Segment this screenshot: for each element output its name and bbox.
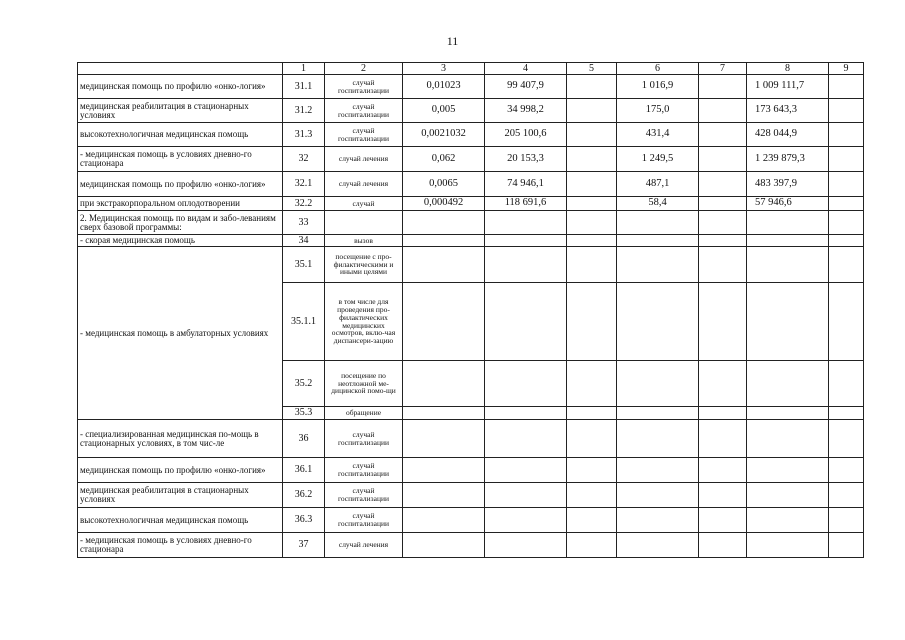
row-name: медицинская помощь по профилю «онко-логия» — [78, 75, 283, 99]
cell-col6 — [617, 483, 699, 508]
cell-col9 — [829, 123, 864, 147]
cell-col8 — [747, 283, 829, 361]
cell-col5 — [567, 235, 617, 247]
cell-col3 — [403, 533, 485, 558]
cell-col6: 1 016,9 — [617, 75, 699, 99]
cell-col9 — [829, 483, 864, 508]
row-unit: случай госпитализации — [325, 420, 403, 458]
cell-col3 — [403, 407, 485, 420]
cell-col9 — [829, 361, 864, 407]
row-unit: обращение — [325, 407, 403, 420]
header-cell: 1 — [283, 63, 325, 75]
row-name: - медицинская помощь в амбулаторных условиях — [78, 247, 283, 420]
cell-col5 — [567, 283, 617, 361]
cell-col8 — [747, 211, 829, 235]
cell-col7 — [699, 172, 747, 197]
table-row — [78, 420, 864, 458]
row-unit: в том числе для проведения про-филактических медицинских осмотров, вклю-чая диспансери-зацию — [325, 283, 403, 361]
row-name: при экстракорпоральном оплодотворении — [78, 197, 283, 211]
cell-col7 — [699, 407, 747, 420]
cell-col3 — [403, 211, 485, 235]
cell-col6: 431,4 — [617, 123, 699, 147]
row-unit: посещение с про-филактическими и иными целями — [325, 247, 403, 283]
row-name: медицинская помощь по профилю «онко-логия» — [78, 458, 283, 483]
row-number: 31.2 — [283, 99, 325, 123]
row-unit: случай госпитализации — [325, 483, 403, 508]
cell-col7 — [699, 99, 747, 123]
cell-col3 — [403, 247, 485, 283]
cell-col3: 0,062 — [403, 147, 485, 172]
cell-col7 — [699, 75, 747, 99]
cell-col6 — [617, 283, 699, 361]
header-cell: 2 — [325, 63, 403, 75]
cell-col3 — [403, 508, 485, 533]
cell-col3 — [403, 361, 485, 407]
cell-col8 — [747, 508, 829, 533]
cell-col4: 99 407,9 — [485, 75, 567, 99]
header-cell: 5 — [567, 63, 617, 75]
cell-col5 — [567, 147, 617, 172]
cell-col8 — [747, 235, 829, 247]
cell-col7 — [699, 420, 747, 458]
table-row — [78, 533, 864, 558]
row-unit: посещение по неотложной ме-дицинской помо-щи — [325, 361, 403, 407]
cell-col8: 57 946,6 — [747, 197, 829, 211]
cell-col6: 175,0 — [617, 99, 699, 123]
row-unit: случай госпитализации — [325, 508, 403, 533]
cell-col8: 483 397,9 — [747, 172, 829, 197]
row-number: 36.3 — [283, 508, 325, 533]
header-cell: 3 — [403, 63, 485, 75]
cell-col4 — [485, 483, 567, 508]
cell-col3: 0,0065 — [403, 172, 485, 197]
row-number: 35.1 — [283, 247, 325, 283]
cell-col8 — [747, 420, 829, 458]
row-number: 34 — [283, 235, 325, 247]
cell-col9 — [829, 420, 864, 458]
row-unit: случай госпитализации — [325, 123, 403, 147]
cell-col6 — [617, 361, 699, 407]
row-unit: случай — [325, 197, 403, 211]
cell-col4 — [485, 508, 567, 533]
cell-col8: 173 643,3 — [747, 99, 829, 123]
cell-col6: 487,1 — [617, 172, 699, 197]
row-name: медицинская реабилитация в стационарных условиях — [78, 99, 283, 123]
cell-col7 — [699, 247, 747, 283]
header-cell: 9 — [829, 63, 864, 75]
cell-col7 — [699, 123, 747, 147]
cell-col8 — [747, 361, 829, 407]
cell-col7 — [699, 147, 747, 172]
cell-col9 — [829, 407, 864, 420]
cell-col6 — [617, 533, 699, 558]
cell-col9 — [829, 172, 864, 197]
cell-col8 — [747, 458, 829, 483]
row-number: 37 — [283, 533, 325, 558]
cell-col7 — [699, 458, 747, 483]
row-unit: вызов — [325, 235, 403, 247]
table-row — [78, 247, 864, 283]
cell-col4 — [485, 247, 567, 283]
cell-col4 — [485, 283, 567, 361]
row-name: 2. Медицинская помощь по видам и забо-леваниям сверх базовой программы: — [78, 211, 283, 235]
cell-col4 — [485, 533, 567, 558]
row-number: 33 — [283, 211, 325, 235]
cell-col3: 0,0021032 — [403, 123, 485, 147]
cell-col6 — [617, 407, 699, 420]
row-number: 36.2 — [283, 483, 325, 508]
row-unit: случай госпитализации — [325, 99, 403, 123]
row-name: - медицинская помощь в условиях дневно-го стационара — [78, 533, 283, 558]
row-number: 36 — [283, 420, 325, 458]
row-unit: случай госпитализации — [325, 458, 403, 483]
cell-col8 — [747, 483, 829, 508]
cell-col3 — [403, 458, 485, 483]
cell-col5 — [567, 420, 617, 458]
header-cell: 7 — [699, 63, 747, 75]
cell-col9 — [829, 247, 864, 283]
header-cell: 8 — [747, 63, 829, 75]
row-unit: случай лечения — [325, 147, 403, 172]
table-row — [78, 235, 864, 247]
cell-col7 — [699, 197, 747, 211]
cell-col8: 428 044,9 — [747, 123, 829, 147]
cell-col9 — [829, 283, 864, 361]
row-number: 32.2 — [283, 197, 325, 211]
cell-col4: 34 998,2 — [485, 99, 567, 123]
table-row — [78, 172, 864, 197]
cell-col5 — [567, 483, 617, 508]
cell-col8 — [747, 407, 829, 420]
table-row — [78, 75, 864, 99]
table-row — [78, 147, 864, 172]
cell-col3 — [403, 483, 485, 508]
cell-col7 — [699, 283, 747, 361]
row-number: 35.1.1 — [283, 283, 325, 361]
column-number-row — [78, 63, 864, 75]
cell-col4: 118 691,6 — [485, 197, 567, 211]
cell-col5 — [567, 211, 617, 235]
cell-col5 — [567, 407, 617, 420]
row-unit: случай лечения — [325, 533, 403, 558]
cell-col8 — [747, 247, 829, 283]
header-blank-cell — [78, 63, 283, 75]
row-number: 31.1 — [283, 75, 325, 99]
cell-col3: 0,000492 — [403, 197, 485, 211]
cell-col8: 1 009 111,7 — [747, 75, 829, 99]
cell-col9 — [829, 99, 864, 123]
cell-col7 — [699, 483, 747, 508]
cell-col6 — [617, 247, 699, 283]
row-number: 35.2 — [283, 361, 325, 407]
cell-col7 — [699, 508, 747, 533]
financing-table — [77, 62, 864, 558]
cell-col9 — [829, 458, 864, 483]
cell-col6 — [617, 508, 699, 533]
cell-col3: 0,01023 — [403, 75, 485, 99]
cell-col6: 1 249,5 — [617, 147, 699, 172]
cell-col6: 58,4 — [617, 197, 699, 211]
cell-col4 — [485, 420, 567, 458]
cell-col5 — [567, 508, 617, 533]
row-unit: случай лечения — [325, 172, 403, 197]
cell-col9 — [829, 197, 864, 211]
cell-col5 — [567, 75, 617, 99]
cell-col7 — [699, 533, 747, 558]
cell-col5 — [567, 533, 617, 558]
cell-col9 — [829, 235, 864, 247]
cell-col8 — [747, 533, 829, 558]
cell-col7 — [699, 235, 747, 247]
cell-col5 — [567, 247, 617, 283]
cell-col4 — [485, 235, 567, 247]
cell-col4 — [485, 361, 567, 407]
cell-col3 — [403, 283, 485, 361]
cell-col5 — [567, 123, 617, 147]
cell-col4: 20 153,3 — [485, 147, 567, 172]
cell-col6 — [617, 211, 699, 235]
row-name: медицинская реабилитация в стационарных условиях — [78, 483, 283, 508]
table-row — [78, 123, 864, 147]
row-name: высокотехнологичная медицинская помощь — [78, 123, 283, 147]
table-row — [78, 99, 864, 123]
cell-col9 — [829, 75, 864, 99]
cell-col3 — [403, 420, 485, 458]
cell-col4 — [485, 458, 567, 483]
page-number: 11 — [446, 34, 459, 48]
table-row — [78, 483, 864, 508]
cell-col6 — [617, 458, 699, 483]
cell-col4 — [485, 211, 567, 235]
cell-col7 — [699, 361, 747, 407]
cell-col5 — [567, 172, 617, 197]
row-name: - скорая медицинская помощь — [78, 235, 283, 247]
table-row — [78, 508, 864, 533]
row-number: 35.3 — [283, 407, 325, 420]
row-unit: случай госпитализации — [325, 75, 403, 99]
cell-col7 — [699, 211, 747, 235]
table-row — [78, 211, 864, 235]
row-name: высокотехнологичная медицинская помощь — [78, 508, 283, 533]
cell-col4 — [485, 407, 567, 420]
row-name: - медицинская помощь в условиях дневно-го стационара — [78, 147, 283, 172]
cell-col3: 0,005 — [403, 99, 485, 123]
cell-col8: 1 239 879,3 — [747, 147, 829, 172]
table-row — [78, 458, 864, 483]
row-number: 31.3 — [283, 123, 325, 147]
cell-col5 — [567, 361, 617, 407]
row-name: - специализированная медицинская по-мощь в стационарных условиях, в том чис-ле — [78, 420, 283, 458]
row-number: 32.1 — [283, 172, 325, 197]
cell-col5 — [567, 99, 617, 123]
header-cell: 6 — [617, 63, 699, 75]
cell-col9 — [829, 211, 864, 235]
cell-col5 — [567, 458, 617, 483]
row-unit — [325, 211, 403, 235]
row-number: 32 — [283, 147, 325, 172]
cell-col6 — [617, 420, 699, 458]
cell-col6 — [617, 235, 699, 247]
table-row — [78, 197, 864, 211]
header-cell: 4 — [485, 63, 567, 75]
cell-col4: 74 946,1 — [485, 172, 567, 197]
cell-col5 — [567, 197, 617, 211]
cell-col4: 205 100,6 — [485, 123, 567, 147]
row-name: медицинская помощь по профилю «онко-логия» — [78, 172, 283, 197]
cell-col3 — [403, 235, 485, 247]
cell-col9 — [829, 508, 864, 533]
row-number: 36.1 — [283, 458, 325, 483]
cell-col9 — [829, 147, 864, 172]
cell-col9 — [829, 533, 864, 558]
